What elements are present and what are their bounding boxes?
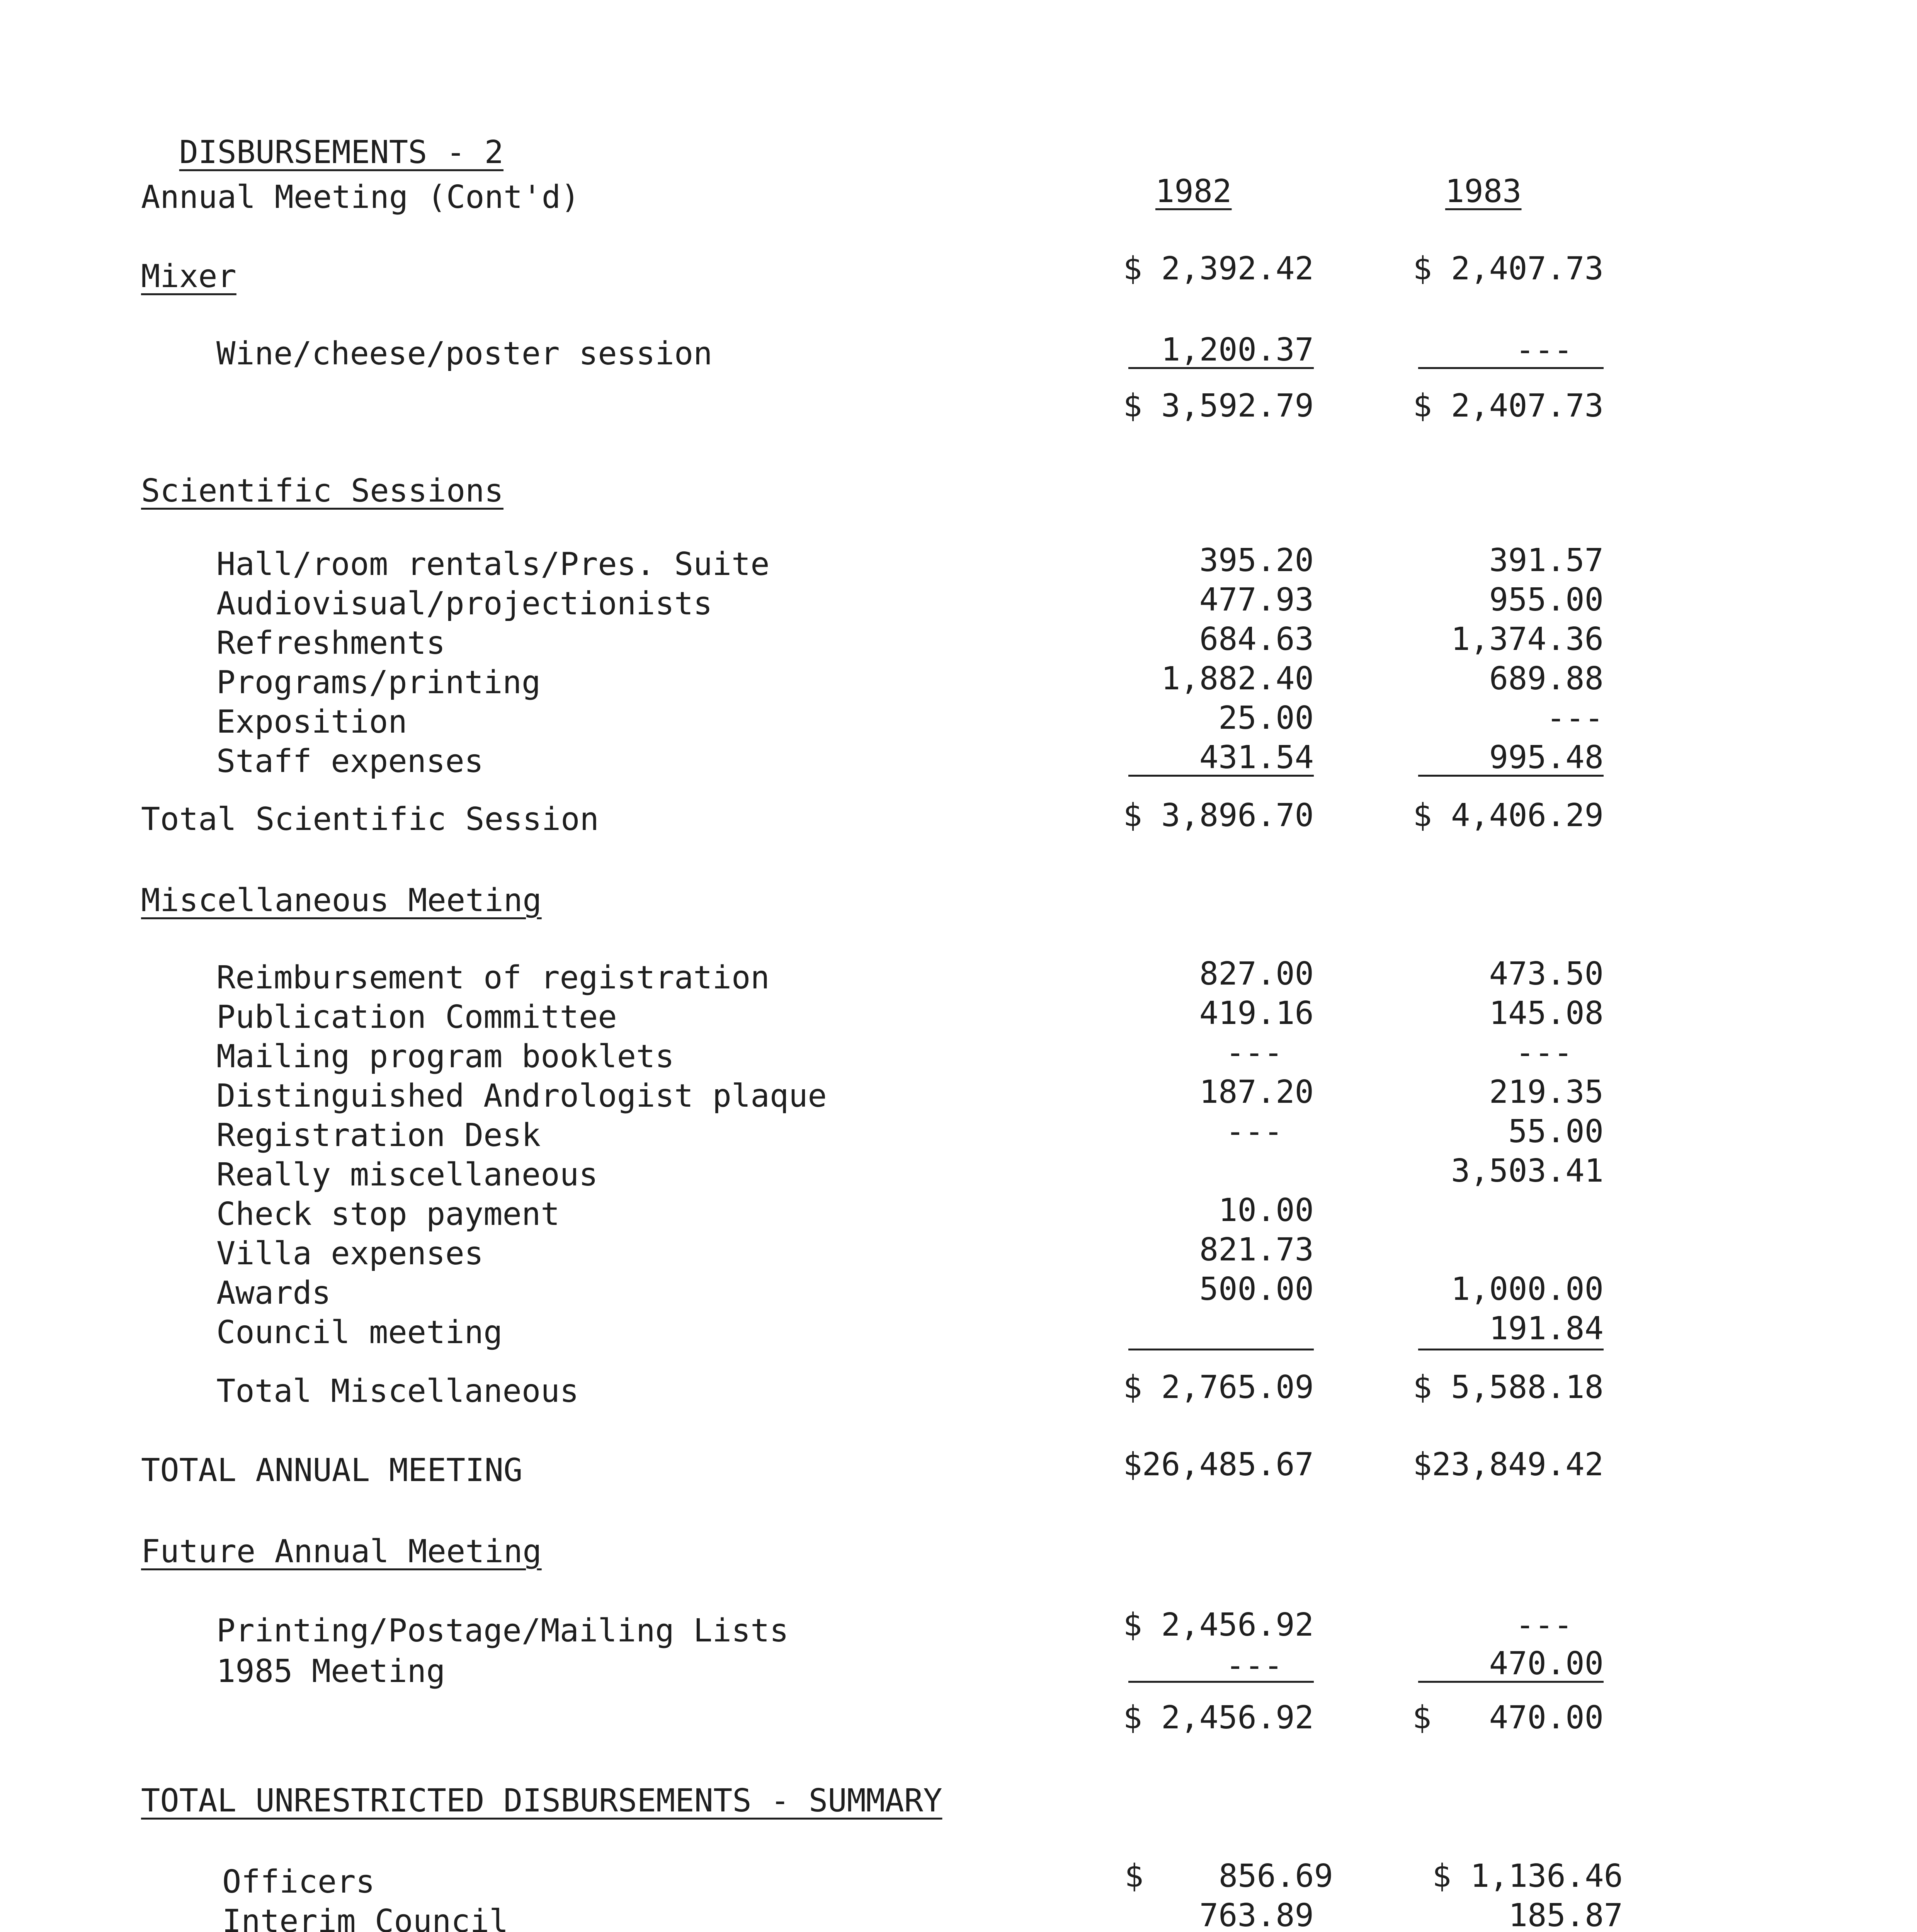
- misc-subtotal-rule-1982: [1128, 1349, 1314, 1350]
- misc-row-label: Mailing program booklets: [216, 1038, 674, 1075]
- misc-row-1982: ---: [1225, 1113, 1283, 1150]
- summary-heading: TOTAL UNRESTRICTED DISBURSEMENTS - SUMMARY: [141, 1782, 942, 1819]
- mixer-total-1982: $ 3,592.79: [1123, 388, 1314, 424]
- scientific-row-1982: 395.20: [1199, 542, 1314, 579]
- scientific-row-1983: 995.48: [1489, 739, 1604, 776]
- misc-row-label: Council meeting: [216, 1314, 503, 1351]
- summary-row-1982: 856.69: [1218, 1858, 1333, 1895]
- scientific-row-label: Programs/printing: [216, 664, 541, 701]
- misc-row-1982: 419.16: [1199, 995, 1314, 1032]
- misc-row-1983: 55.00: [1508, 1113, 1604, 1150]
- future-row-1982: ---: [1225, 1647, 1283, 1684]
- scientific-row-label: Exposition: [216, 704, 407, 740]
- scientific-total-1982: $ 3,896.70: [1123, 797, 1314, 834]
- future-total-1983: 470.00: [1489, 1699, 1604, 1736]
- future-subtotal-rule-1982: [1128, 1681, 1314, 1683]
- mixer-subtotal-rule-1982: [1128, 367, 1314, 369]
- misc-row-1983: 219.35: [1489, 1074, 1604, 1111]
- misc-row-1983: 473.50: [1489, 956, 1604, 992]
- scientific-row-label: Audiovisual/projectionists: [216, 585, 713, 622]
- misc-heading: Miscellaneous Meeting: [141, 882, 542, 919]
- summary-row-1982: 763.89: [1199, 1897, 1314, 1932]
- scientific-row-label: Refreshments: [216, 625, 446, 662]
- wine-1982: 1,200.37: [1161, 332, 1314, 368]
- mixer-subtotal-rule-1983: [1418, 367, 1604, 369]
- misc-row-1982: 500.00: [1199, 1271, 1314, 1308]
- misc-subtotal-rule-1983: [1418, 1349, 1604, 1350]
- future-total-1982: $ 2,456.92: [1123, 1699, 1314, 1736]
- misc-row-label: Distinguished Andrologist plaque: [216, 1078, 827, 1114]
- misc-row-1983: 145.08: [1489, 995, 1604, 1032]
- misc-row-1982: ---: [1225, 1034, 1283, 1071]
- misc-row-label: Check stop payment: [216, 1196, 560, 1233]
- year-1982-header: 1982: [1155, 173, 1232, 210]
- section-label: Annual Meeting (Cont'd): [141, 179, 580, 216]
- scientific-row-label: Hall/room rentals/Pres. Suite: [216, 546, 770, 583]
- future-row-label: 1985 Meeting: [216, 1653, 446, 1690]
- scientific-heading: Scientific Sessions: [141, 473, 503, 509]
- summary-row-1983: $ 1,136.46: [1432, 1858, 1623, 1895]
- scientific-row-1983: 391.57: [1489, 542, 1604, 579]
- scientific-row-1983: 1,374.36: [1451, 621, 1604, 658]
- scientific-row-1982: 25.00: [1218, 700, 1314, 736]
- scientific-row-1982: 1,882.40: [1161, 660, 1314, 697]
- total-annual-label: TOTAL ANNUAL MEETING: [141, 1452, 523, 1489]
- misc-row-1982: 10.00: [1218, 1192, 1314, 1229]
- summary-row-label: Officers: [222, 1864, 375, 1900]
- future-row-1983: ---: [1515, 1607, 1573, 1643]
- misc-row-1982: 827.00: [1199, 956, 1314, 992]
- future-row-1983: 470.00: [1489, 1645, 1604, 1682]
- future-row-1982: $ 2,456.92: [1123, 1607, 1314, 1643]
- total-annual-1983: $23,849.42: [1413, 1446, 1604, 1483]
- scientific-total-1983: $ 4,406.29: [1413, 797, 1604, 834]
- scientific-total-label: Total Scientific Session: [141, 801, 599, 838]
- misc-total-label: Total Miscellaneous: [216, 1373, 579, 1410]
- summary-row-1983: 185.87: [1508, 1897, 1623, 1932]
- misc-row-label: Really miscellaneous: [216, 1156, 598, 1193]
- summary-row-label: Interim Council: [222, 1903, 509, 1932]
- misc-total-1982: $ 2,765.09: [1123, 1369, 1314, 1406]
- misc-row-1982: 821.73: [1199, 1231, 1314, 1268]
- misc-row-label: Registration Desk: [216, 1117, 541, 1154]
- page-title-text: DISBURSEMENTS - 2: [179, 134, 504, 171]
- misc-row-1983: 191.84: [1489, 1310, 1604, 1347]
- future-subtotal-rule-1983: [1418, 1681, 1604, 1683]
- misc-row-label: Publication Committee: [216, 999, 617, 1036]
- misc-row-label: Reimbursement of registration: [216, 959, 770, 996]
- scientific-row-1982: 684.63: [1199, 621, 1314, 658]
- scientific-row-1983: 955.00: [1489, 582, 1604, 618]
- wine-1983: ---: [1515, 332, 1573, 368]
- future-total-1983-dollar: $: [1412, 1699, 1432, 1736]
- mixer-total-1983: $ 2,407.73: [1413, 388, 1604, 424]
- total-annual-1982: $26,485.67: [1123, 1446, 1314, 1483]
- future-heading: Future Annual Meeting: [141, 1533, 542, 1570]
- scientific-row-1982: 431.54: [1199, 739, 1314, 776]
- scientific-subtotal-rule-1982: [1128, 775, 1314, 777]
- misc-row-1983: ---: [1515, 1034, 1573, 1071]
- misc-row-1983: 3,503.41: [1451, 1153, 1604, 1189]
- scientific-row-1983: 689.88: [1489, 660, 1604, 697]
- scientific-row-label: Staff expenses: [216, 743, 484, 780]
- wine-label: Wine/cheese/poster session: [216, 335, 713, 372]
- misc-total-1983: $ 5,588.18: [1413, 1369, 1604, 1406]
- scientific-row-1983: ---: [1546, 700, 1604, 736]
- future-row-label: Printing/Postage/Mailing Lists: [216, 1612, 789, 1649]
- page-title: [141, 105, 504, 171]
- mixer-1982: $ 2,392.42: [1123, 250, 1314, 287]
- misc-row-1982: 187.20: [1199, 1074, 1314, 1111]
- scientific-subtotal-rule-1983: [1418, 775, 1604, 777]
- year-1983-header: 1983: [1445, 173, 1522, 210]
- misc-row-label: Awards: [216, 1275, 331, 1311]
- mixer-heading: Mixer: [141, 258, 236, 295]
- scientific-row-1982: 477.93: [1199, 582, 1314, 618]
- mixer-1983: $ 2,407.73: [1413, 250, 1604, 287]
- summary-1982-dollar: $: [1124, 1858, 1144, 1895]
- misc-row-label: Villa expenses: [216, 1235, 484, 1272]
- misc-row-1983: 1,000.00: [1451, 1271, 1604, 1308]
